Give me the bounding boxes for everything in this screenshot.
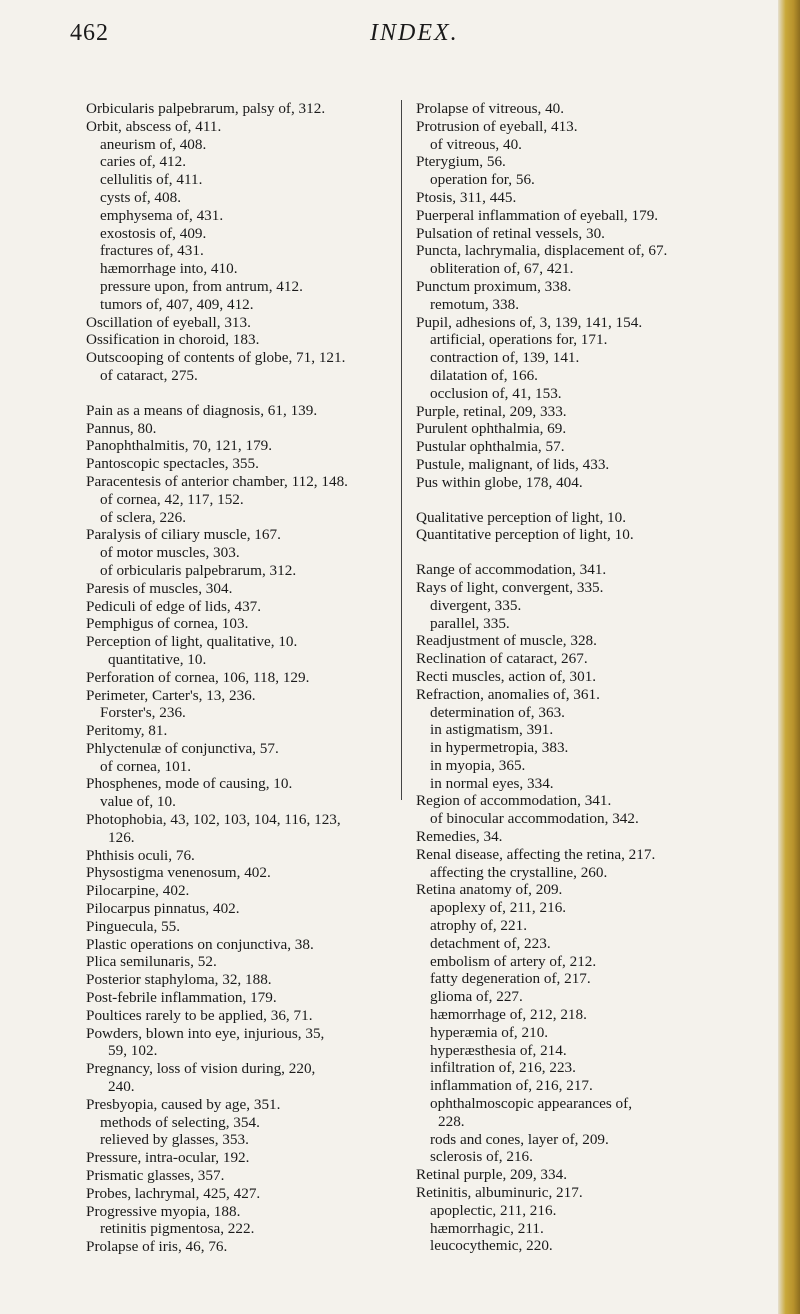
index-subentry: tumors of, 407, 409, 412. [100,295,254,313]
index-subentry: obliteration of, 67, 421. [430,260,574,278]
index-entry: Peritomy, 81. [86,722,168,740]
index-subentry: of cornea, 101. [100,757,192,775]
index-subentry: leucocythemic, 220. [430,1237,553,1255]
index-entry-continuation: 126. [108,828,135,846]
index-entry: Retinitis, albuminuric, 217. [416,1184,583,1202]
index-entry: Pustule, malignant, of lids, 433. [416,455,610,473]
index-subentry: in astigmatism, 391. [430,721,554,739]
index-entry: Powders, blown into eye, injurious, 35, [86,1024,325,1042]
index-entry: Pressure, intra-ocular, 192. [86,1149,250,1167]
index-entry: Pterygium, 56. [416,153,506,171]
index-subentry: pressure upon, from antrum, 412. [100,277,303,295]
index-entry: Readjustment of muscle, 328. [416,632,597,650]
index-entry: Orbicularis palpebrarum, palsy of, 312. [86,100,326,117]
index-entry: Retinal purple, 209, 334. [416,1166,568,1184]
index-entry: Phlyctenulæ of conjunctiva, 57. [86,739,279,757]
index-entry: Panophthalmitis, 70, 121, 179. [86,437,273,455]
index-subentry: of binocular accommodation, 342. [430,810,639,828]
index-column-right [416,100,752,1255]
index-subentry: glioma of, 227. [430,988,523,1006]
index-subentry: infiltration of, 216, 223. [430,1059,576,1077]
index-subentry: of orbicularis palpebrarum, 312. [100,561,297,579]
index-entry: Rays of light, convergent, 335. [416,578,604,596]
index-subentry: sclerosis of, 216. [430,1148,533,1166]
index-entry: Remedies, 34. [416,828,503,846]
index-subentry: atrophy of, 221. [430,917,528,935]
index-subentry: caries of, 412. [100,153,187,171]
index-entry: Outscooping of contents of globe, 71, 121. [86,349,346,367]
index-entry: Pemphigus of cornea, 103. [86,615,249,633]
index-subentry: in hypermetropia, 383. [430,739,569,757]
index-subentry: fractures of, 431. [100,242,204,260]
index-entry: Retina anatomy of, 209. [416,881,563,899]
index-entry: Purulent ophthalmia, 69. [416,420,567,438]
index-entry: Recti muscles, action of, 301. [416,667,597,685]
index-subentry: parallel, 335. [430,614,510,632]
section-gap [416,544,752,561]
index-subentry: embolism of artery of, 212. [430,952,597,970]
index-entry: Pain as a means of diagnosis, 61, 139. [86,401,318,419]
index-entry: Progressive myopia, 188. [86,1202,241,1220]
index-entry-continuation: 228. [438,1112,465,1130]
index-subentry: divergent, 335. [430,596,522,614]
index-entry: Region of accommodation, 341. [416,792,612,810]
index-subentry: determination of, 363. [430,703,565,721]
index-entry: Post-febrile inflammation, 179. [86,989,277,1007]
index-subentry: artificial, operations for, 171. [430,331,608,349]
index-entry: Pilocarpine, 402. [86,882,190,900]
column-divider [401,100,402,800]
index-subentry: operation for, 56. [430,171,535,189]
index-subentry: hæmorrhage of, 212, 218. [430,1006,587,1024]
index-subentry: affecting the crystalline, 260. [430,863,608,881]
page-edge [778,0,800,1314]
section-gap [416,492,752,509]
index-entry: Pantoscopic spectacles, 355. [86,455,259,473]
index-entry: Ptosis, 311, 445. [416,188,517,206]
index-entry: Pediculi of edge of lids, 437. [86,597,262,615]
index-subentry: exostosis of, 409. [100,224,207,242]
index-subentry: cellulitis of, 411. [100,171,203,189]
index-subentry: Forster's, 236. [100,704,186,722]
index-entry: Reclination of cataract, 267. [416,650,588,668]
index-column-left [86,100,398,1256]
index-entry: Paralysis of ciliary muscle, 167. [86,526,281,544]
index-entry: Pilocarpus pinnatus, 402. [86,900,240,918]
index-entry-continuation: 59, 102. [108,1042,158,1060]
index-entry: Perimeter, Carter's, 13, 236. [86,686,256,704]
index-entry: Pustular ophthalmia, 57. [416,438,565,456]
index-subentry: fatty degeneration of, 217. [430,970,591,988]
index-entry: Pupil, adhesions of, 3, 139, 141, 154. [416,313,643,331]
index-subentry: hyperæmia of, 210. [430,1023,549,1041]
index-entry: Poultices rarely to be applied, 36, 71. [86,1006,313,1024]
index-subentry: of cataract, 275. [100,366,198,384]
index-entry: Renal disease, affecting the retina, 217. [416,845,656,863]
index-entry: Physostigma venenosum, 402. [86,864,271,882]
index-subentry: in normal eyes, 334. [430,774,554,792]
index-entry: Phosphenes, mode of causing, 10. [86,775,293,793]
index-entry: Puerperal inflammation of eyeball, 179. [416,206,659,224]
index-subentry: apoplexy of, 211, 216. [430,899,567,917]
index-entry: Range of accommodation, 341. [416,561,607,579]
index-subentry: rods and cones, layer of, 209. [430,1130,609,1148]
index-entry: Photophobia, 43, 102, 103, 104, 116, 123, [86,811,341,829]
index-subentry: hyperæsthesia of, 214. [430,1041,567,1059]
index-entry: Pinguecula, 55. [86,917,181,935]
index-entry: Presbyopia, caused by age, 351. [86,1095,281,1113]
index-entry: Plastic operations on conjunctiva, 38. [86,935,314,953]
index-subentry: detachment of, 223. [430,934,551,952]
index-entry: Paracentesis of anterior chamber, 112, 148. [86,472,348,490]
index-entry: Prolapse of iris, 46, 76. [86,1238,228,1256]
index-subentry: inflammation of, 216, 217. [430,1077,593,1095]
index-entry-continuation: quantitative, 10. [108,650,207,668]
page-header [70,20,750,60]
page-number: 462 [70,20,109,46]
index-entry: Probes, lachrymal, 425, 427. [86,1184,261,1202]
index-entry: Pulsation of retinal vessels, 30. [416,224,605,242]
index-entry: Oscillation of eyeball, 313. [86,313,251,331]
index-entry: Phthisis oculi, 76. [86,846,195,864]
running-title: INDEX. [370,20,459,46]
index-entry: Prismatic glasses, 357. [86,1167,225,1185]
index-subentry: methods of selecting, 354. [100,1113,260,1131]
index-subentry: in myopia, 365. [430,756,526,774]
index-entry: Refraction, anomalies of, 361. [416,685,600,703]
section-gap [86,385,398,402]
index-subentry: contraction of, 139, 141. [430,349,580,367]
index-subentry: aneurism of, 408. [100,135,207,153]
index-subentry: dilatation of, 166. [430,366,538,384]
index-entry: Punctum proximum, 338. [416,277,572,295]
index-subentry: relieved by glasses, 353. [100,1131,249,1149]
index-entry: Perforation of cornea, 106, 118, 129. [86,668,310,686]
index-entry: Quantitative perception of light, 10. [416,526,634,544]
index-entry: Qualitative perception of light, 10. [416,508,627,526]
index-entry: Posterior staphyloma, 32, 188. [86,971,272,989]
index-subentry: occlusion of, 41, 153. [430,384,562,402]
index-entry: Protrusion of eyeball, 413. [416,117,578,135]
index-entry: Pannus, 80. [86,419,157,437]
index-subentry: hæmorrhagic, 211. [430,1219,544,1237]
index-entry: Orbit, abscess of, 411. [86,117,222,135]
index-entry: Purple, retinal, 209, 333. [416,402,567,420]
index-subentry: cysts of, 408. [100,188,181,206]
index-entry: Prolapse of vitreous, 40. [416,100,565,117]
index-entry-continuation: 240. [108,1078,135,1096]
index-entry: Ossification in choroid, 183. [86,331,260,349]
index-entry: Plica semilunaris, 52. [86,953,217,971]
index-subentry: of vitreous, 40. [430,135,522,153]
index-entry: Puncta, lachrymalia, displacement of, 67. [416,242,668,260]
index-subentry: ophthalmoscopic appearances of, [430,1095,632,1113]
index-subentry: retinitis pigmentosa, 222. [100,1220,255,1238]
index-subentry: of motor muscles, 303. [100,544,240,562]
index-subentry: hæmorrhage into, 410. [100,260,238,278]
index-entry: Paresis of muscles, 304. [86,579,233,597]
index-subentry: emphysema of, 431. [100,206,224,224]
index-entry: Perception of light, qualitative, 10. [86,633,298,651]
index-subentry: of cornea, 42, 117, 152. [100,490,244,508]
index-entry: Pus within globe, 178, 404. [416,473,583,491]
index-subentry: of sclera, 226. [100,508,187,526]
index-subentry: value of, 10. [100,793,176,811]
index-subentry: apoplectic, 211, 216. [430,1201,557,1219]
index-subentry: remotum, 338. [430,295,520,313]
index-entry: Pregnancy, loss of vision during, 220, [86,1060,316,1078]
